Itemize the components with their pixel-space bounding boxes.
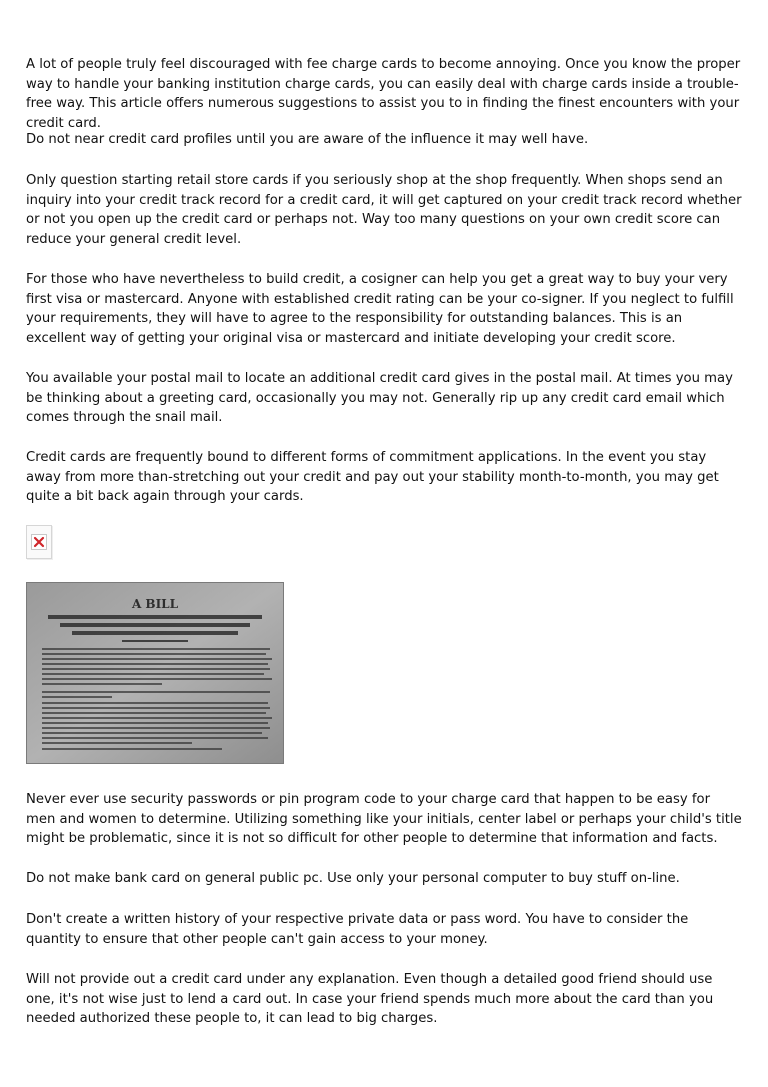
- paragraph-cosigner: For those who have nevertheless to build credit, a cosigner can help you get a great way to buy your very first visa or mastercard. Anyone with established credit rating can be your co-signer. If you neglect to fulfill your requirements, they will have to agree to the responsibility for outstanding balances. This is an excellent way of getting your original visa or mastercard and initiate developing your credit score.: [26, 272, 734, 346]
- paragraph-written-history: Don't create a written history of your respective private data or pass word. You have to consider the quantity to ensure that other people can't gain access to your money.: [26, 912, 689, 947]
- paragraph-retail-cards: Only question starting retail store cards if you seriously shop at the shop frequently. When shops send an inquiry into your credit track record for a credit card, it will get captured on your credit track record whether or not you open up the credit card or perhaps not. Way too many questions on your own credit score can reduce your general credit level.: [26, 173, 742, 247]
- paragraph-intro: A lot of people truly feel discouraged with fee charge cards to become annoying. Once you know the proper way to handle your banking institution charge cards, you can easily deal with charge cards inside a trouble-free way. This article offers numerous suggestions to assist you to in finding the finest encounters with your credit card.: [26, 57, 741, 131]
- broken-image-icon: [26, 525, 52, 559]
- paragraph-postal-mail: You available your postal mail to locate an additional credit card gives in the postal mail. At times you may be thinking about a greeting card, occasionally you may not. Generally rip up any credit card email which comes through the snail mail.: [26, 371, 733, 426]
- paragraph-public-pc: Do not make bank card on general public pc. Use only your personal computer to buy stuff on-line.: [26, 871, 680, 886]
- paragraph-rewards: Credit cards are frequently bound to different forms of commitment applications. In the event you stay away from more than-stretching out your credit and pay out your stability month-to-month, you may get quite a bit back again through your cards.: [26, 450, 719, 505]
- red-x-icon: [31, 534, 47, 550]
- paragraph-lending-cards: Will not provide out a credit card under any explanation. Even though a detailed good friend should use one, it's not wise just to lend a card out. In case your friend spends much more about the card than you needed authorized these people to, it can lead to big charges.: [26, 972, 714, 1027]
- bill-document-image: [26, 582, 284, 764]
- paragraph-closing-accounts: Do not near credit card profiles until you are aware of the influence it may well have.: [26, 132, 589, 147]
- bill-title: A BILL: [131, 597, 179, 611]
- paragraph-passwords: Never ever use security passwords or pin program code to your charge card that happen to be easy for men and women to determine. Utilizing something like your initials, center label or perhaps your child's title might be problematic, since it is not so difficult for other people to determine that information and facts.: [26, 792, 742, 847]
